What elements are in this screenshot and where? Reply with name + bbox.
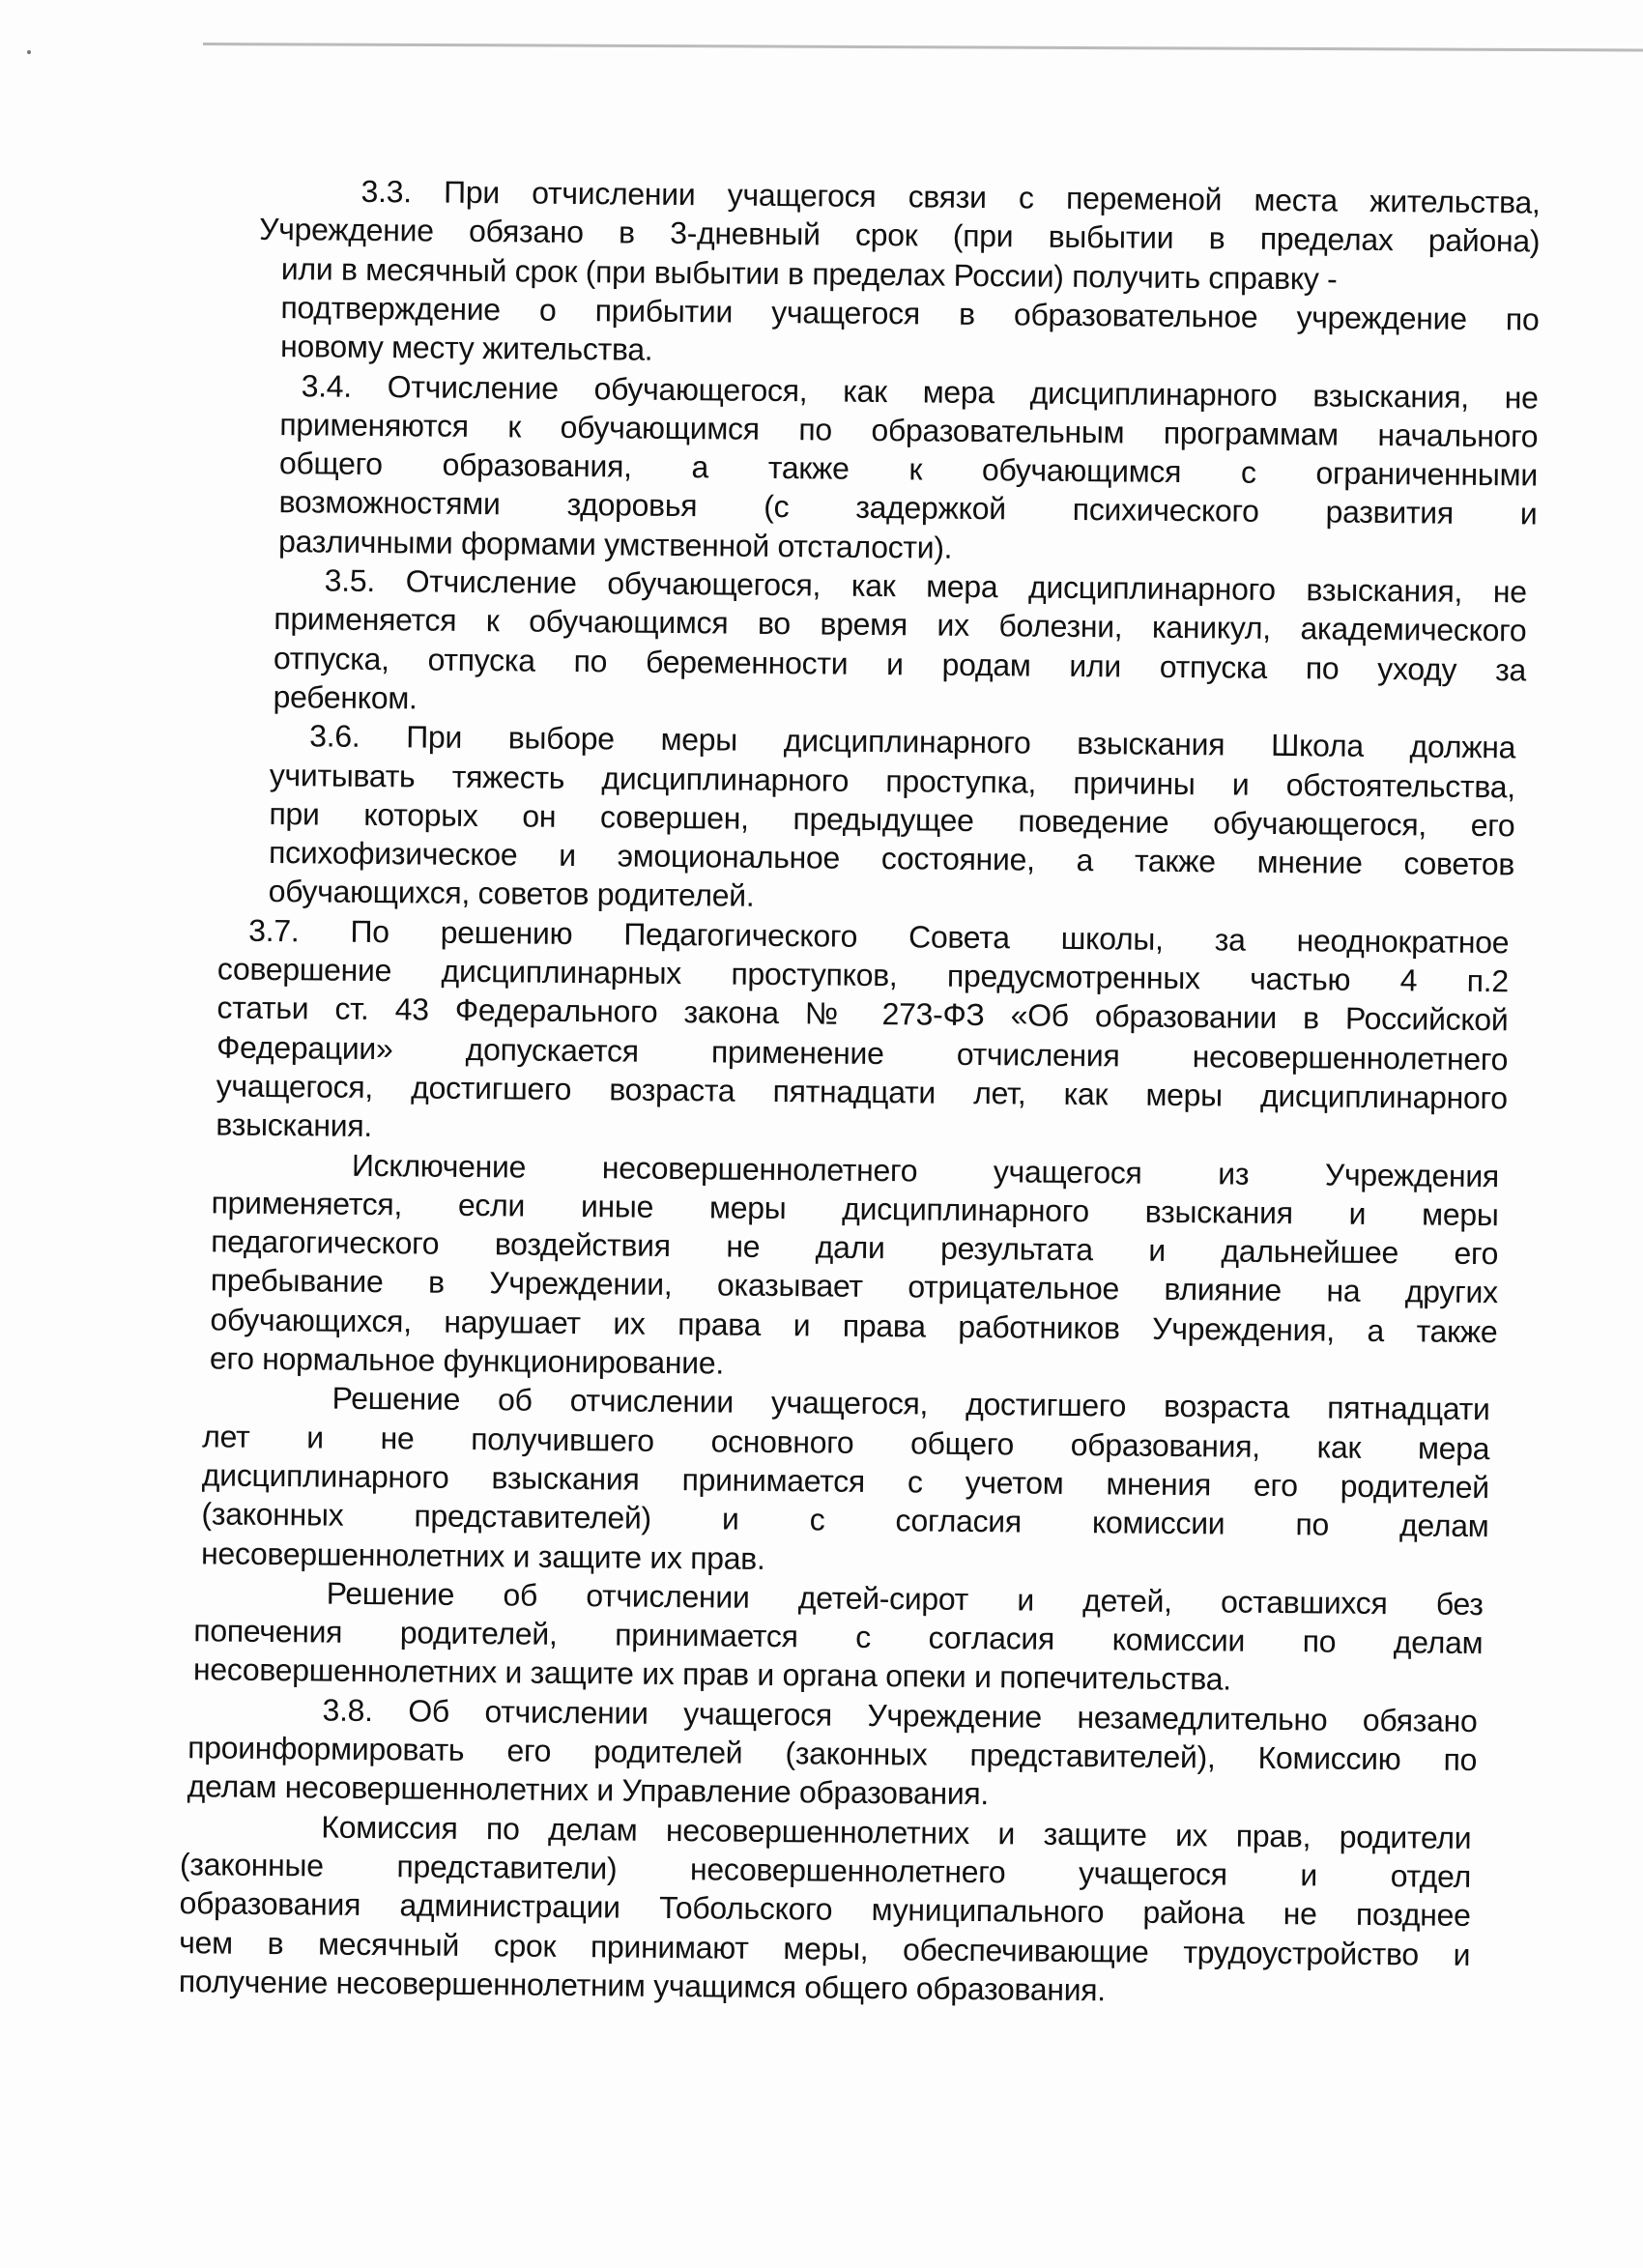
paragraph-line: чем в месячный срок принимают меры, обеспечивающие трудоустройство и — [179, 1924, 1471, 1972]
paragraph-line: получение несовершеннолетним учащимся общего образования. — [178, 1963, 1107, 2008]
paragraph-line: лет и не получившего основного общего образования, как мера — [202, 1418, 1490, 1466]
paragraph-first-line: Комиссия по делам несовершеннолетних и защите их прав, родители — [321, 1809, 1472, 1855]
paragraph-line: делам несовершеннолетних и Управление образования. — [187, 1768, 990, 1812]
paragraph-line: (законные представители) несовершеннолетнего учащегося и отдел — [179, 1847, 1472, 1894]
paragraph-line: психофизическое и эмоциональное состояние, а также мнение советов — [268, 835, 1515, 882]
paragraph-first-line: 3.4. Отчисление обучающегося, как мера дисциплинарного взыскания, не — [301, 367, 1539, 416]
paragraph-line: дисциплинарного взыскания принимается с учетом мнения его родителей — [201, 1457, 1489, 1506]
paragraph-line: несовершеннолетних и защите их прав. — [200, 1535, 765, 1576]
paragraph-line: общего образования, а также к обучающимся с ограниченными — [278, 445, 1539, 493]
paragraph-line: учитывать тяжесть дисциплинарного проступка, причины и обстоятельства, — [269, 757, 1515, 804]
paragraph-line: ребенком. — [273, 678, 418, 716]
paragraph-first-line: Решение об отчислении детей-сирот и детей, оставшихся без — [326, 1575, 1484, 1622]
paragraph-line: несовершеннолетних и защите их прав и органа опеки и попечительства. — [192, 1651, 1231, 1697]
paragraph-line: подтверждение о прибытии учащегося в образовательное учреждение по — [280, 289, 1540, 337]
paragraph-line: Учреждение обязано в 3-дневный срок (при выбытии в пределах района) — [259, 212, 1541, 259]
paragraph-first-line: 3.6. При выборе меры дисциплинарного взыскания Школа должна — [309, 718, 1516, 765]
paragraph-first-line: 3.8. Об отчислении учащегося Учреждение незамедлительно обязано — [322, 1692, 1478, 1738]
paragraph-line: применяется, если иные меры дисциплинарного взыскания и меры — [211, 1185, 1499, 1233]
paragraph-line: различными формами умственной отсталости). — [277, 523, 953, 565]
paragraph-first-line: Решение об отчислении учащегося, достигшего возраста пятнадцати — [331, 1380, 1490, 1427]
paragraph-line: образования администрации Тобольского муниципального района не позднее — [179, 1885, 1471, 1934]
paragraph-line: применяется к обучающимся во время их болезни, каникул, академического — [274, 601, 1527, 648]
paragraph-first-line: Исключение несовершеннолетнего учащегося из Учреждения — [351, 1147, 1500, 1193]
paragraph-line: или в месячный срок (при выбытии в пределах России) получить справку - — [280, 250, 1338, 297]
paragraph-line: пребывание в Учреждении, оказывает отрицательное влияние на других — [210, 1262, 1498, 1310]
paragraph-line: новому месту жительства. — [279, 329, 653, 367]
paragraph-line: статьи ст. 43 Федерального закона № 273-ФЗ «Об образовании в Российской — [216, 990, 1509, 1038]
paragraph-line: при которых он совершен, предыдущее поведение обучающегося, его — [269, 795, 1515, 844]
paragraph-line: обучающихся, советов родителей. — [268, 874, 755, 914]
paragraph-line: его нормальное функционирование. — [209, 1340, 725, 1381]
paragraph-line: учащегося, достигшего возраста пятнадцати лет, как меры дисциплинарного — [216, 1068, 1508, 1116]
paragraph-line: (законных представителей) и с согласия комиссии по делам — [201, 1496, 1489, 1544]
paragraph-first-line: 3.3. При отчислении учащегося связи с переменой места жительства, — [360, 173, 1541, 220]
paragraph-line: взыскания. — [216, 1106, 373, 1144]
paragraph-line: совершение дисциплинарных проступков, предусмотренных частью 4 п.2 — [216, 951, 1510, 999]
paragraph-line: Федерации» допускается применение отчисления несовершеннолетнего — [216, 1029, 1509, 1077]
paragraph-line: отпуска, отпуска по беременности и родам или отпуска по уходу за — [273, 640, 1527, 688]
paragraph-line: педагогического воздействия не дали результата и дальнейшее его — [211, 1223, 1499, 1272]
paragraph-line: проинформировать его родителей (законных представителей), Комиссию по — [187, 1730, 1478, 1778]
paragraph-first-line: 3.5. Отчисление обучающегося, как мера дисциплинарного взыскания, не — [324, 562, 1527, 610]
paragraph-line: обучающихся, нарушает их права и права работников Учреждения, а также — [210, 1302, 1498, 1349]
paragraph-line: применяются к обучающимся по образовательным программам начального — [279, 406, 1539, 454]
paragraph-first-line: 3.7. По решению Педагогического Совета школы, за неоднократное — [248, 912, 1510, 960]
paragraph-line: попечения родителей, принимается с согласия комиссии по делам — [193, 1613, 1484, 1661]
paragraph-line: возможностями здоровья (с задержкой психического развития и — [278, 484, 1538, 531]
